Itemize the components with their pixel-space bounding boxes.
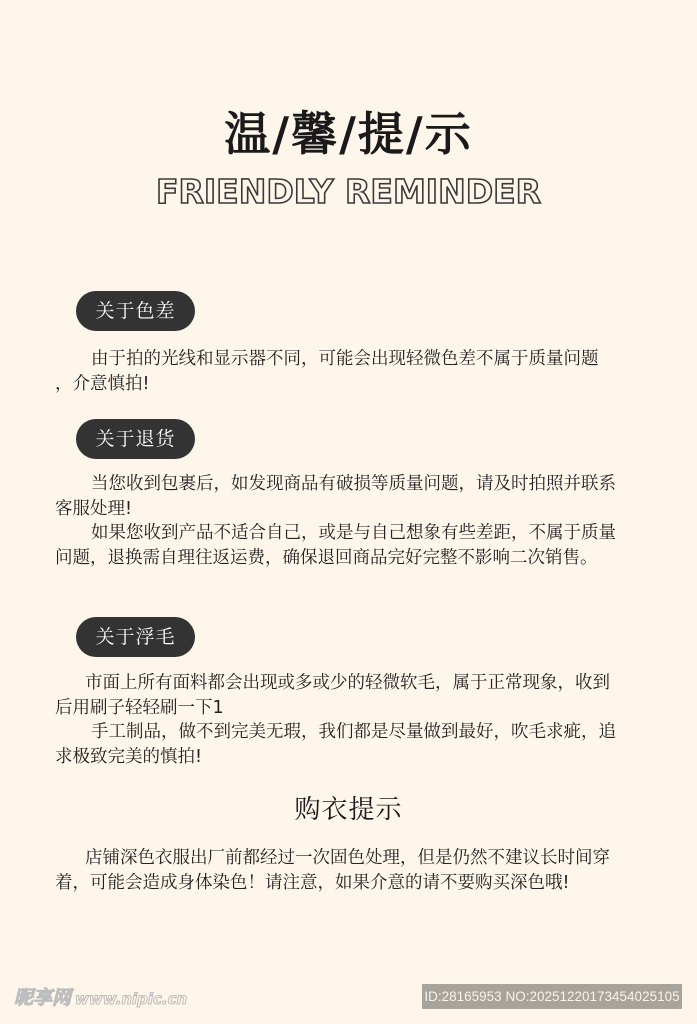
section-color-difference-text [55,347,620,396]
paragraph: 店铺深色衣服出厂前都经过一次固色处理，但是仍然不建议长时间穿着，可能会造成身体染色！请注意，如果介意的请不要购买深色哦! [55,848,610,893]
purchase-tip-heading: 购衣提示 [294,795,403,825]
paragraph: 由于拍的光线和显示器不同，可能会出现轻微色差不属于质量问题 ，介意慎拍! [55,349,599,394]
section-color-difference-label: 关于色差 [76,291,195,331]
image-id-badge: ID:28165953 NO:20251220173454025105 [422,984,682,1009]
page-title-en: FRIENDLY REMINDER [155,172,542,211]
section-lint-label: 关于浮毛 [76,617,195,657]
paragraph: 如果您收到产品不适合自己，或是与自己想象有些差距，不属于质量问题，退换需自理往返运费，确保退回商品完好完整不影响二次销售。 [55,523,616,568]
section-returns-text [55,472,620,570]
site-url: www.nipic.cn [75,990,188,1008]
paragraph: 市面上所有面料都会出现或多或少的轻微软毛，属于正常现象，收到后用刷子轻轻刷一下1 [55,673,610,718]
page-title-cn: 温/馨/提/示 [224,107,473,161]
section-lint-text [55,671,620,769]
paragraph: 手工制品，做不到完美无瑕，我们都是尽量做到最好，吹毛求疵，追求极致完美的慎拍! [55,722,616,767]
site-name: 昵享网 [14,987,72,1009]
section-returns-label: 关于退货 [76,419,195,459]
purchase-tip-text [55,846,620,895]
site-watermark [14,984,187,1013]
paragraph: 当您收到包裹后，如发现商品有破损等质量问题，请及时拍照并联系客服处理! [55,474,616,519]
